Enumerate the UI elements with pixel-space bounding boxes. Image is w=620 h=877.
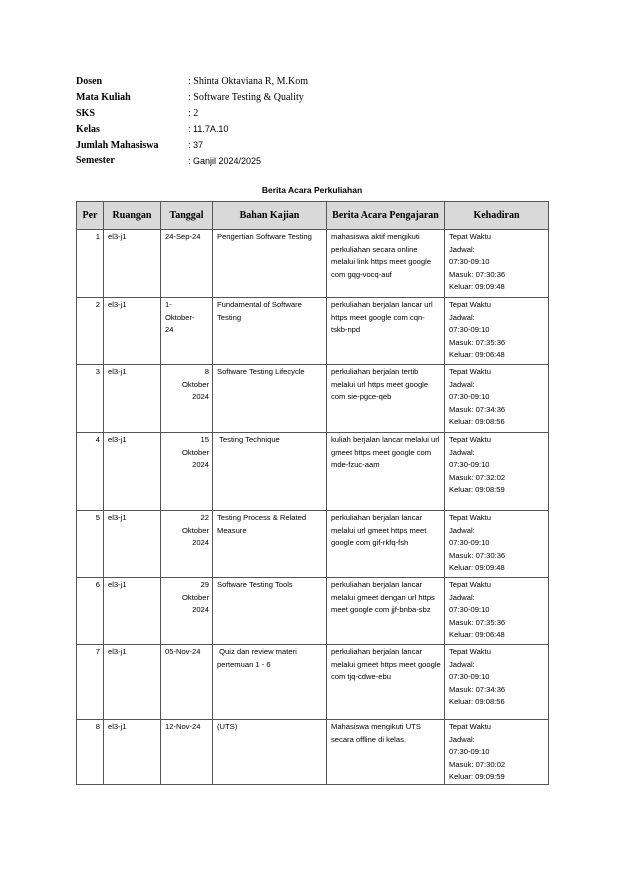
info-label: Jumlah Mahasiswa [76,139,159,151]
cell-bahan-kajian: Software Testing Lifecycle [213,365,327,433]
info-label: Dosen [76,76,103,88]
cell-bahan-kajian: Software Testing Tools [213,578,327,645]
cell-bahan-kajian: Quiz dan review materi pertemuan 1 - 6 [213,645,327,720]
cell-ruangan: el3-j1 [104,298,161,365]
cell-berita-acara: Mahasiswa mengikuti UTS secara offline di kelas. [327,720,445,785]
cell-ruangan: el3-j1 [104,230,161,298]
header-per: Per [77,202,104,230]
cell-berita-acara: perkuliahan berjalan lancar url https meet google com cqn-tskb-npd [327,298,445,365]
cell-ruangan: el3-j1 [104,645,161,720]
header-ruangan: Ruangan [104,202,161,230]
table-row [77,298,549,365]
cell-kehadiran: Tepat Waktu Jadwal: 07:30-09:10 Masuk: 07:35:36 Keluar: 09:06:48 [445,298,549,365]
cell-kehadiran: Tepat Waktu Jadwal: 07:30-09:10 Masuk: 07:32:02 Keluar: 09:08:59 [445,433,549,511]
cell-tanggal: 15 Oktober 2024 [161,433,213,511]
cell-tanggal: 29 Oktober 2024 [161,578,213,645]
cell-tanggal: 12-Nov-24 [161,720,213,785]
cell-per: 5 [77,511,104,578]
cell-ruangan: el3-j1 [104,578,161,645]
cell-ruangan: el3-j1 [104,433,161,511]
info-row-sks [76,106,376,122]
info-row-kelas [76,121,376,137]
cell-ruangan: el3-j1 [104,511,161,578]
cell-kehadiran: Tepat Waktu Jadwal: 07:30-09:10 Masuk: 07:30:36 Keluar: 09:09:48 [445,230,549,298]
cell-per: 2 [77,298,104,365]
cell-kehadiran: Tepat Waktu Jadwal: 07:30-09:10 Masuk: 07:35:36 Keluar: 09:06:48 [445,578,549,645]
cell-tanggal: 24-Sep-24 [161,230,213,298]
header-kehadiran: Kehadiran [445,202,549,230]
info-value: : Software Testing & Quality [188,92,304,104]
header-bahan-kajian: Bahan Kajian [213,202,327,230]
cell-ruangan: el3-j1 [104,365,161,433]
cell-per: 7 [77,645,104,720]
info-row-jumlah-mahasiswa [76,137,376,153]
table-row [77,230,549,298]
cell-bahan-kajian: Pengertian Software Testing [213,230,327,298]
info-row-mata-kuliah [76,90,376,106]
course-info [76,74,376,169]
info-label: Kelas [76,123,100,135]
info-row-dosen [76,74,376,90]
info-value: : Shinta Oktaviana R, M.Kom [188,76,308,88]
info-label: Mata Kuliah [76,92,131,104]
cell-tanggal: 8 Oktober 2024 [161,365,213,433]
header-berita-acara: Berita Acara Pengajaran [327,202,445,230]
cell-bahan-kajian: (UTS) [213,720,327,785]
info-value: : 2 [188,107,199,119]
cell-kehadiran: Tepat Waktu Jadwal: 07:30-09:10 Masuk: 07:30:02 Keluar: 09:09:59 [445,720,549,785]
table-title: Berita Acara Perkuliahan [261,185,363,195]
cell-bahan-kajian: Testing Process & Related Measure [213,511,327,578]
cell-berita-acara: mahasiswa aktif mengikuti perkuliahan secara online melalui link https meet google com gqg-vocq-auf [327,230,445,298]
cell-ruangan: el3-j1 [104,720,161,785]
cell-bahan-kajian: Fundamental of Software Testing [213,298,327,365]
cell-bahan-kajian: Testing Technique [213,433,327,511]
cell-berita-acara: perkuliahan berjalan lancar melalui url gmeet https meet google com gif-rkfq-fsh [327,511,445,578]
info-row-semester [76,153,376,169]
cell-kehadiran: Tepat Waktu Jadwal: 07:30-09:10 Masuk: 07:30:36 Keluar: 09:09:48 [445,511,549,578]
cell-berita-acara: kuliah berjalan lancar melalui url gmeet https meet google com mde-fzuc-aam [327,433,445,511]
cell-per: 1 [77,230,104,298]
cell-per: 6 [77,578,104,645]
cell-tanggal: 22 Oktober 2024 [161,511,213,578]
table-row [77,645,549,720]
cell-berita-acara: perkuliahan berjalan tertib melalui url https meet google com sie-pgce-qeb [327,365,445,433]
info-value: : 37 [188,140,204,151]
cell-per: 8 [77,720,104,785]
cell-per: 3 [77,365,104,433]
cell-kehadiran: Tepat Waktu Jadwal: 07:30-09:10 Masuk: 07:34:36 Keluar: 09:08:56 [445,645,549,720]
info-label: Semester [76,155,115,167]
cell-tanggal: 05-Nov-24 [161,645,213,720]
info-value: : 11.7A.10 [188,124,229,135]
table-header-row [77,202,549,230]
header-tanggal: Tanggal [161,202,213,230]
cell-per: 4 [77,433,104,511]
info-label: SKS [76,107,95,119]
info-value: : Ganjil 2024/2025 [188,155,262,166]
table-row [77,433,549,511]
table-row [77,578,549,645]
table-row [77,511,549,578]
cell-kehadiran: Tepat Waktu Jadwal: 07:30-09:10 Masuk: 07:34:36 Keluar: 09:08:56 [445,365,549,433]
berita-acara-table [76,201,549,785]
cell-berita-acara: perkuliahan berjalan lancar melalui gmeet dengan url https meet google com jjf-bnba-sbz [327,578,445,645]
cell-berita-acara: perkuliahan berjalan lancar melalui gmeet https meet google com tjq-cdwe-ebu [327,645,445,720]
cell-tanggal: 1- Oktober- 24 [161,298,213,365]
table-row [77,365,549,433]
table-row [77,720,549,785]
